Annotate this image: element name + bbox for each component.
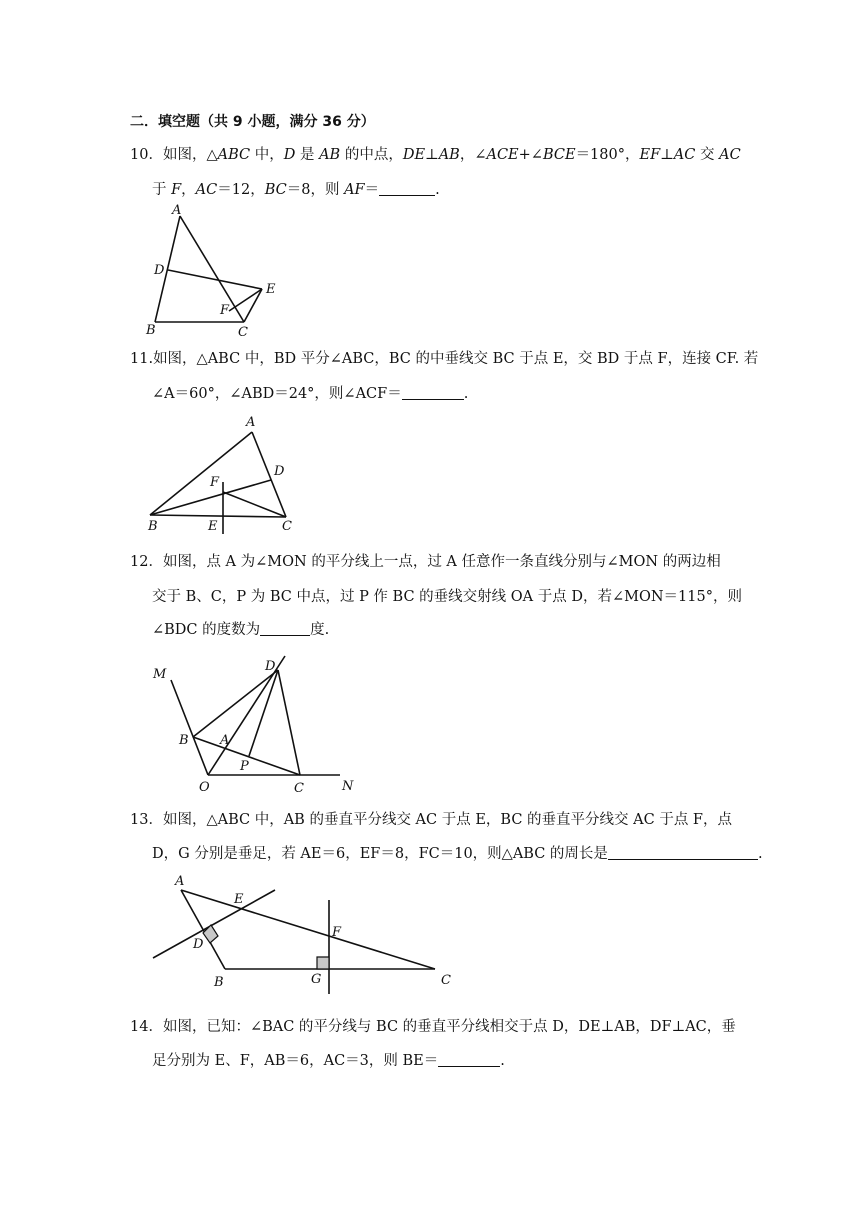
q10-line-1 xyxy=(130,145,741,165)
right-angle-mark xyxy=(203,925,218,943)
q10-text: EF xyxy=(639,147,661,163)
q10-text: BCE xyxy=(542,147,576,163)
q11-number: 11. xyxy=(130,351,154,367)
answer-blank[interactable] xyxy=(438,1052,500,1067)
label-g: G xyxy=(311,972,322,987)
q13-text: . xyxy=(757,846,763,862)
q12-line-1 xyxy=(130,552,721,572)
label-a: A xyxy=(172,203,182,218)
q10-text: ＝12， xyxy=(217,182,265,198)
label-o: O xyxy=(199,780,210,795)
q10-text: ⊥ xyxy=(425,147,439,163)
q10-text: ABC xyxy=(217,147,251,163)
q14-text: 如图，已知：∠BAC 的平分线与 BC 的垂直平分线相交于点 D，DE⊥AB，DF⊥AC，垂 xyxy=(162,1019,736,1035)
q14-line-2 xyxy=(152,1051,505,1071)
q10-text: AC xyxy=(719,147,741,163)
label-d: D xyxy=(274,464,285,479)
section-heading: 二．填空题（共 9 小题，满分 36 分） xyxy=(130,114,375,130)
segment-ef xyxy=(229,289,262,311)
segment-ab xyxy=(150,432,252,515)
q14-line-1 xyxy=(130,1017,736,1037)
label-c: C xyxy=(441,973,451,988)
q14-text: . xyxy=(500,1053,505,1069)
q13-line-1 xyxy=(130,810,732,830)
q12-text: 度. xyxy=(310,622,330,638)
label-a: A xyxy=(220,733,230,748)
q10-text: 中， xyxy=(250,147,284,163)
q10-text: BC xyxy=(264,182,287,198)
q10-text: ，∠ xyxy=(459,147,487,163)
q11-text: . xyxy=(463,386,469,402)
q10-text: AB xyxy=(319,147,341,163)
right-angle-mark xyxy=(317,957,329,969)
q10-text: ＝180°， xyxy=(575,147,640,163)
q10-text: 是 xyxy=(295,147,320,163)
q14-text: 足分别为 E、F，AB＝6，AC＝3，则 BE＝ xyxy=(152,1053,439,1069)
segment-ce xyxy=(244,289,262,322)
label-n: N xyxy=(342,779,354,794)
label-d: D xyxy=(154,263,165,278)
q10-text: ＝8，则 xyxy=(286,182,345,198)
q10-text: 于 xyxy=(152,182,172,198)
q10-text: AF xyxy=(344,182,365,198)
q10-text: 交 xyxy=(695,147,720,163)
q11-text: 如图，△ABC 中，BD 平分∠ABC，BC 的中垂线交 BC 于点 E，交 BD 于点 F，连接 CF. 若 xyxy=(153,351,759,367)
q10-text: ， xyxy=(181,182,196,198)
label-e: E xyxy=(234,892,244,907)
label-f: F xyxy=(210,475,220,490)
q11-figure xyxy=(140,410,310,540)
q12-line-2 xyxy=(152,587,742,607)
answer-blank[interactable] xyxy=(379,181,435,196)
q10-number: 10． xyxy=(130,147,163,163)
label-m: M xyxy=(153,667,167,682)
q11-line-1 xyxy=(130,349,758,369)
label-d: D xyxy=(193,937,204,952)
q10-text: AC xyxy=(195,182,218,198)
ray-om xyxy=(171,680,208,775)
q11-text: ∠A＝60°，∠ABD＝24°，则∠ACF＝ xyxy=(152,386,402,402)
label-a: A xyxy=(175,874,185,889)
q13-figure xyxy=(145,870,465,1000)
label-f: F xyxy=(220,303,230,318)
q13-text: 如图，△ABC 中，AB 的垂直平分线交 AC 于点 E，BC 的垂直平分线交 AC 于点 F，点 xyxy=(162,812,732,828)
q12-text: ∠BDC 的度数为 xyxy=(152,622,261,638)
label-b: B xyxy=(146,323,156,338)
q10-text: . xyxy=(435,182,440,198)
q10-figure xyxy=(140,200,290,340)
q12-figure xyxy=(145,650,375,800)
q10-text: 的中点， xyxy=(340,147,403,163)
label-e: E xyxy=(266,282,276,297)
answer-blank[interactable] xyxy=(260,621,310,636)
label-e: E xyxy=(208,519,218,534)
label-c: C xyxy=(294,781,304,796)
label-b: B xyxy=(179,733,189,748)
q14-number: 14． xyxy=(130,1019,163,1035)
q11-line-2 xyxy=(152,384,468,404)
answer-blank[interactable] xyxy=(608,845,758,860)
q10-text: D xyxy=(283,147,296,163)
label-f: F xyxy=(332,925,342,940)
q13-number: 13． xyxy=(130,812,163,828)
q12-text: 如图，点 A 为∠MON 的平分线上一点，过 A 任意作一条直线分别与∠MON 的两边相 xyxy=(162,554,721,570)
label-b: B xyxy=(214,975,224,990)
q10-text: ⊥ xyxy=(660,147,674,163)
segment-ac xyxy=(180,216,244,322)
q10-text: ＝ xyxy=(364,182,380,198)
label-a: A xyxy=(246,415,256,430)
q10-text: +∠ xyxy=(518,147,543,163)
q10-text: DE xyxy=(402,147,426,163)
answer-blank[interactable] xyxy=(402,385,464,400)
label-d: D xyxy=(265,659,276,674)
q13-text: D，G 分别是垂足，若 AE＝6，EF＝8，FC＝10，则△ABC 的周长是 xyxy=(152,846,608,862)
q10-text: AC xyxy=(673,147,696,163)
segment-dc xyxy=(278,670,300,775)
segment-fc xyxy=(223,492,286,517)
q10-line-2 xyxy=(152,180,440,200)
segment-bc xyxy=(150,515,286,517)
q12-text: 交于 B、C，P 为 BC 中点，过 P 作 BC 的垂线交射线 OA 于点 D，若∠MON＝115°，则 xyxy=(152,589,742,605)
q13-line-2 xyxy=(152,844,763,864)
q10-text: F xyxy=(171,182,182,198)
segment-dp xyxy=(249,670,278,756)
segment-bd xyxy=(193,670,278,737)
q10-text: AB xyxy=(438,147,460,163)
q12-number: 12． xyxy=(130,554,163,570)
label-p: P xyxy=(240,759,249,774)
q10-text: 如图，△ xyxy=(162,147,218,163)
q12-line-3 xyxy=(152,620,329,640)
label-c: C xyxy=(282,519,292,534)
label-c: C xyxy=(238,325,248,340)
q10-text: ACE xyxy=(486,147,519,163)
label-b: B xyxy=(148,519,158,534)
